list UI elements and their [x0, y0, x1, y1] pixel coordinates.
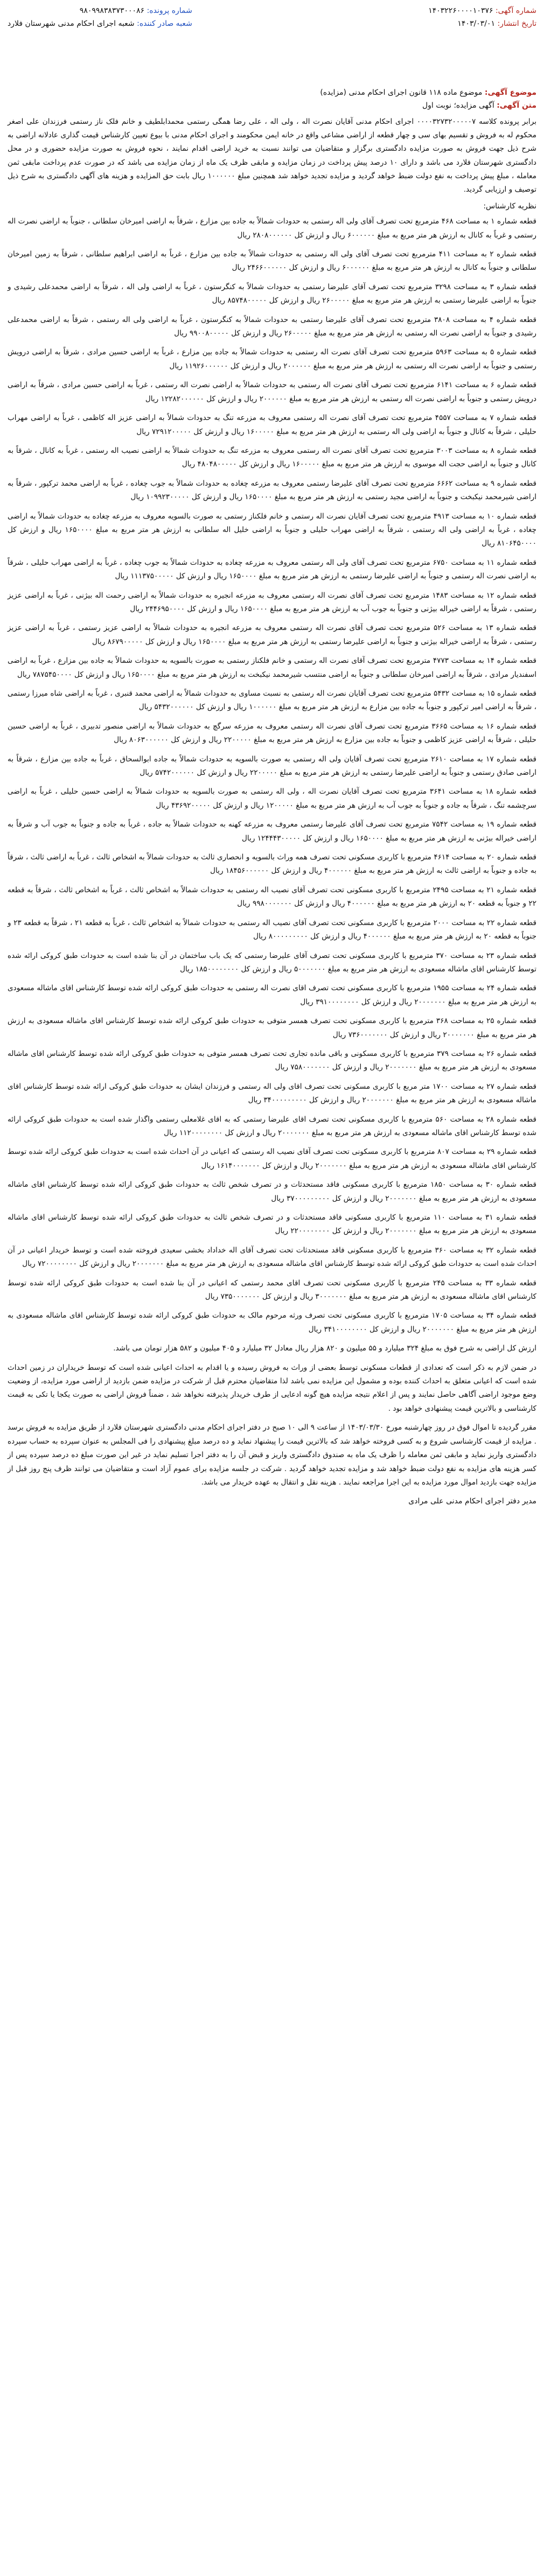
notice-number: ۱۴۰۳۲۲۶۰۰۰۰۱۰۳۷۶	[428, 6, 493, 15]
parcel-item: قطعه شماره ۱۵ به مساحت ۵۴۳۲ مترمربع تحت تصرف آقایان نصرت اله رستمی به نسبت مساوی به حدودات شمالاً به اراضی محمد قنبری ، غرباً به اراضی شاه میرزا رستمی ، شرقاً به اراضی امیر ترکپور و جنوباً به جاده بین مزارع به ارزش هر متر مربع به مبلغ ۱۰۰۰۰۰۰ ریال و ارزش کل ۵۴۳۲۰۰۰۰۰۰ ریال	[8, 689, 537, 712]
conditions-paragraph: در ضمن لازم به ذکر است که تعدادی از قطعات مسکونی توسط بعضی از وراث به فروش رسیده و یا اقدام به احداث اعیانی شده است که توسط خریداران در زمین احداث شده است که اعیانی متعلق به احداث کننده بوده و مشمول این مزایده نمی باشد لذا متقاضیان محترم قبل از شرکت در مزایده ضمن بازدید از اراضی مورد مزایده، از وضعیت وضع موجود اراضی آگاهی حاصل نمایند و پس از اعلام نتیجه مزایده هیچ گونه ادعایی از طرف خریدار پذیرفته نخواهد شد ، ضمناً فروش اراضی به صورت یکجا یا تکی به قیمت کارشناسی و بالاترین قیمت پیشنهادی خواهد بود .	[8, 1363, 536, 1413]
expert-opinion-heading: نظریه کارشناس:	[483, 202, 536, 211]
parcel-item: قطعه شماره ۳۰ به مساحت ۱۸۵۰ مترمربع با کاربری مسکونی فاقد مستحدثات و در تصرف شخص ثالث به حدودات طبق کروکی ارائه شده توسط کارشناس اقای ماشاله مسعودی به ارزش هر متر مربع به مبلغ ۲۰۰۰۰۰۰۰ ریال و ارزش کل ۳۷۰۰۰۰۰۰۰۰۰ ریال	[8, 1180, 537, 1203]
case-number-row	[8, 4, 192, 17]
parcel-item: قطعه شماره ۱۹ به مساحت ۷۵۴۲ مترمربع تحت تصرف آقای علیرضا رستمی معروف به مزرعه کهنه به حدودات شمالاً به جاده ، غرباً به جاده و جنوباً به جوب آب و شرقاً به اراضی خیراله بیژنی به ارزش هر متر مربع به مبلغ ۱۶۵۰۰۰۰ ریال و ارزش کل ۱۲۴۴۴۳۰۰۰۰۰ ریال	[8, 820, 536, 843]
notice-text-label: متن آگهی:	[497, 101, 536, 110]
parcel-item: قطعه شماره ۴ به مساحت ۳۸۰۸ مترمربع تحت تصرف آقای علیرضا رستمی به حدودات شمالاً به کنگرستون ، غرباً به اراضی ولی اله رستمی ، شرقاً به اراضی محمدعلی رشیدی و جنوباً به اراضی نصرت اله رستمی به ارزش هر متر مربع به مبلغ ۲۶۰۰۰۰۰ ریال و ارزش کل ۹۹۰۰۸۰۰۰۰۰ ریال	[8, 315, 537, 338]
parcel-item: قطعه شماره ۲۵ به مساحت ۳۶۸ مترمربع با کاربری مسکونی تحت تصرف همسر متوفی به حدودات طبق کروکی ارائه شده توسط کارشناس اقای ماشاله مسعودی به ارزش هر متر مربع به مبلغ ۲۰۰۰۰۰۰۰ ریال و ارزش کل ۷۳۶۰۰۰۰۰۰۰ ریال	[8, 1017, 536, 1039]
subject-label: موضوع آگهی:	[484, 88, 536, 97]
parcel-item: قطعه شماره ۱ به مساحت ۴۶۸ مترمربع تحت تصرف آقای ولی اله رستمی به حدودات شمالاً به جاده بین مزارع ، شرقاً به اراضی امیرخان سلطانی ، جنوباً به اراضی نصرت اله رستمی و غرباً به کانال به ارزش هر متر مربع به مبلغ ۶۰۰۰۰۰۰ ریال و ارزش کل ۲۸۰۸۰۰۰۰۰۰ ریال	[8, 217, 536, 240]
parcel-item: قطعه شماره ۳۴ به مساحت ۱۷۰۵ مترمربع با کاربری مسکونی تحت تصرف ورثه مرحوم مالک به حدودات طبق کروکی ارائه شده توسط کارشناس اقای ماشاله مسعودی به ارزش هر متر مربع به مبلغ ۲۰۰۰۰۰۰۰ ریال و ارزش کل ۳۴۱۰۰۰۰۰۰۰۰ ریال	[8, 1311, 536, 1334]
subject-line	[8, 86, 536, 99]
parcel-item: قطعه شماره ۱۰ به مساحت ۴۹۱۳ مترمربع تحت تصرف آقایان نصرت اله رستمی و خانم فلکناز رستمی به صورت بالسویه معروف به مزرعه چغاده به حدودات شمالاً به اراضی چغاده ، غرباً به اراضی ولی اله رستمی ، شرقاً به اراضی مهراب حلیلی و جنوباً به اراضی خلیل اله سلطانی به ارزش هر متر مربع به مبلغ ۱۶۵۰۰۰۰ ریال و ارزش کل ۸۱۰۶۴۵۰۰۰۰ ریال	[8, 512, 537, 548]
parcel-item: قطعه شماره ۱۴ به مساحت ۴۷۷۳ مترمربع تحت تصرف آقای نصرت اله رستمی و خانم فلکناز رستمی به صورت بالسویه به حدودات شمالاً به جاده بین مزارع ، غرباً به اراضی اسفندیار مرادی ، شرقاً به اراضی امیرخان سلطانی و جنوباً به اراضی منتسب شیرمحمد نیکبخت به ارزش هر متر مربع به مبلغ ۱۶۵۰۰۰۰ ریال و ارزش کل ۷۸۷۵۴۵۰۰۰۰ ریال	[8, 656, 537, 679]
parcel-item: قطعه شماره ۸ به مساحت ۳۰۰۳ مترمربع تحت تصرف آقای نصرت اله رستمی معروف به مزرعه تنگ به حدودات شمالاً به اراضی نصیب اله رستمی ، غرباً به کانال ، شرقاً به کانال و جنوباً به اراضی حجت اله موسوی به ارزش هر متر مربع به مبلغ ۱۶۰۰۰۰۰ ریال و ارزش کل ۴۸۰۴۸۰۰۰۰۰ ریال	[8, 446, 536, 469]
parcel-item: قطعه شماره ۱۸ به مساحت ۳۶۴۱ مترمربع تحت تصرف آقایان نصرت اله ، ولی اله رستمی به صورت بالسویه به حدودات شمالاً به اراضی حسین حلیلی ، غرباً به اراضی سرچشمه تنگ ، شرقاً به جاده و جنوباً به جوب آب به ارزش هر متر مربع به مبلغ ۱۲۰۰۰۰۰ ریال و ارزش کل ۴۳۶۹۲۰۰۰۰۰ ریال	[8, 787, 536, 810]
parcel-item: قطعه شماره ۱۷ به مساحت ۲۶۱۰ مترمربع تحت تصرف آقایان ولی اله رستمی به صورت بالسویه به حدودات شمالاً به جاده ابوالسحاق ، غرباً به جاده بین مزارع ، شرقاً به اراضی صادق رستمی و جنوباً به اراضی علیرضا رستمی به ارزش هر متر مربع به مبلغ ۲۲۰۰۰۰۰ ریال و ارزش کل ۵۷۴۲۰۰۰۰۰۰ ریال	[8, 754, 537, 778]
parcel-item: قطعه شماره ۲۸ به مساحت ۵۶۰ مترمربع با کاربری مسکونی تحت تصرف اقای علیرضا رستمی که به اقای غلامعلی رستمی واگذار شده است به حدودات طبق کروکی ارائه شده توسط کارشناس اقای ماشاله مسعودی به ارزش هر متر مربع به مبلغ ۲۰۰۰۰۰۰۰ ریال و ارزش کل ۱۱۲۰۰۰۰۰۰۰۰ ریال	[8, 1115, 536, 1137]
signature: مدیر دفتر اجرای احکام مدنی علی مرادی	[408, 1497, 536, 1506]
parcel-item: قطعه شماره ۳۱ به مساحت ۱۱۰ مترمربع با کاربری مسکونی فاقد مستحدثات و در تصرف شخص ثالث به حدودات طبق کروکی ارائه شده توسط کارشناس اقای ماشاله مسعودی به ارزش هر متر مربع به مبلغ ۲۰۰۰۰۰۰۰ ریال و ارزش کل ۲۲۰۰۰۰۰۰۰۰ ریال	[8, 1213, 537, 1236]
notice-date-label: تاریخ انتشار:	[497, 19, 536, 28]
issuer-label: شعبه صادر کننده:	[137, 19, 192, 28]
parcel-item: قطعه شماره ۲۳ به مساحت ۳۷۰ مترمربع با کاربری مسکونی تحت تصرف آقای علیرضا رستمی که یک باب ساختمان در آن بنا شده است به حدودات طبق کروکی ارائه شده توسط کارشناس اقای ماشاله مسعودی به ارزش هر متر مربع به مبلغ ۵۰۰۰۰۰۰۰ ریال و ارزش کل ۱۸۵۰۰۰۰۰۰۰۰ ریال	[8, 951, 537, 974]
notice-text-line	[8, 99, 536, 112]
parcel-item: قطعه شماره ۱۱ به مساحت ۶۷۵۰ مترمربع تحت تصرف آقای ولی اله رستمی معروف به مزرعه چغاده به حدودات شمالاً به جوب چغاده ، غرباً به اراضی مهراب حلیلی ، شرقاً به اراضی نصرت اله رستمی و جنوباً به اراضی علیرضا رستمی به ارزش هر متر مربع به مبلغ ۱۶۵۰۰۰۰ ریال و ارزش کل ۱۱۱۳۷۵۰۰۰۰۰ ریال	[8, 558, 536, 581]
parcel-item: قطعه شماره ۲۹ به مساحت ۸۰۷ مترمربع با کاربری مسکونی تحت تصرف آقای نصیب اله رستمی که اعیانی در آن احداث شده است به حدودات طبق کروکی ارائه شده توسط کارشناس اقای ماشاله مسعودی به ارزش هر متر مربع به مبلغ ۲۰۰۰۰۰۰۰ ریال و ارزش کل ۱۶۱۴۰۰۰۰۰۰۰ ریال	[8, 1147, 537, 1170]
parcel-item: قطعه شماره ۲ به مساحت ۴۱۱ مترمربع تحت تصرف آقای ولی اله رستمی به حدودات شمالاً به جاده بین مزارع ، غرباً به اراضی ابراهیم سلطانی ، شرقاً به زمین امیرخان سلطانی و جنوباً به کانال به ارزش هر متر مربع به مبلغ ۶۰۰۰۰۰۰ ریال و ارزش کل ۲۴۶۶۰۰۰۰۰۰ ریال	[8, 250, 536, 272]
notice-header	[8, 4, 536, 85]
parcel-item: قطعه شماره ۱۶ به مساحت ۳۶۶۵ مترمربع تحت تصرف آقای نصرت اله رستمی معروف به مزرعه سرگچ به حدودات شمالاً به اراضی منصور تدبیری ، غرباً به اراضی حسین حلیلی ، شرقاً به اراضی عزیز کاظمی و جنوباً به جاده بین مزارع به ارزش هر متر مربع به مبلغ ۲۲۰۰۰۰۰ ریال و ارزش کل ۸۰۶۳۰۰۰۰۰۰ ریال	[8, 722, 536, 745]
schedule-paragraph: مقرر گردیده تا اموال فوق در روز چهارشنبه مورخ ۱۴۰۳/۰۳/۳۰ از ساعت ۹ الی ۱۰ صبح در دفتر اجرای احکام مدنی دادگستری شهرستان فلارد از طریق مزایده به فروش برسد . مزایده از قیمت کارشناسی شروع و به کسی فروخته خواهد شد که بالاترین قیمت را پیشنهاد نماید و ده درصد مبلغ پیشنهادی را فی المجلس به عنوان سپرده به حساب سپرده دادگستری واریز نماید و مابقی ثمن معامله را ظرف یک ماه به صندوق دادگستری واریز و قبض آن را به دفتر اجرا تسلیم نماید در غیر این صورت مبلغ ده درصد سپرده پس از کسر هزینه های مزایده به نفع دولت ضبط خواهد شد و مزایده تجدید خواهد گردید . شرکت در جلسه مزایده برای عموم آزاد است و متقاضیان می توانند ظرف پنج روز قبل از مزایده جهت بازدید اموال مورد مزایده به این اجرا مراجعه نمایند . هزینه نقل و انتقال به عهده خریدار می باشد.	[8, 1423, 537, 1487]
total-value-paragraph: ارزش کل اراضی به شرح فوق به مبلغ ۳۲۴ میلیارد و ۵۵ میلیون و ۸۲۰ هزار ریال معادل ۳۲ میلیارد و ۴۰۵ میلیون و ۵۸۲ هزار تومان می باشد.	[113, 1344, 536, 1353]
case-meta	[8, 4, 192, 30]
parcel-item: قطعه شماره ۲۰ به مساحت ۴۶۱۴ مترمربع با کاربری مسکونی تحت تصرف همه وراث بالسویه و انحصاری ثالث به حدودات شمالاً به اشخاص ثالث ، غرباً به اراضی ثالث ، شرقاً به جاده و جنوباً به اراضی ثالث به ارزش هر متر مربع به مبلغ ۴۰۰۰۰۰۰ ریال و ارزش کل ۱۸۴۵۶۰۰۰۰۰۰ ریال	[8, 853, 537, 876]
case-number: ۹۸۰۹۹۸۳۸۳۷۳۰۰۰۸۶	[79, 6, 145, 15]
intro-paragraph: برابر پرونده کلاسه ۰۰۰۰۳۲۷۳۲۰۰۰۰۰۷ اجرای احکام مدنی آقایان نصرت اله ، ولی اله ، علی رضا همگی رستمی محمدابلطیف و خانم فلک ناز رستمی فرزندان علی اصغر محکوم له به فروش و تقسیم بهای سی و چهار قطعه از اراضی مشاعی واقع در خانه ایمن محکومند و اجرای احکام مدنی با بیوع تعیین کارشناس قیمت گذاری عادلانه اراضی به شرح ذیل جهت فروش به صورت مزایده دادگستری برگزار و متقاضیان می توانند نسبت به خرید اراضی اقدام نمایند ، نحوه فروش به صورت مزایده حضوری و در محل دادگستری شهرستان فلارد می باشد و دارای ۱۰ درصد پیش پرداخت در زمان مزایده و مابقی ظرف یک ماه از زمان مزایده می باشد که در صورت عدم پرداخت مابقی ثمن معامله ، مبلغ پیش پرداخت به نفع دولت ضبط خواهد گردید و مزایده تجدید خواهد شد همچنین مبلغ ۱۰۰۰۰۰۰ ریال بابت حق المزایده و هزینه های آگهی دادگستری به شرح ذیل توصیف و ارزیابی گردید.	[8, 117, 536, 194]
case-number-label: شماره پرونده:	[147, 6, 192, 15]
issuer: شعبه اجرای احکام مدنی شهرستان فلارد	[8, 19, 135, 28]
parcel-item: قطعه شماره ۵ به مساحت ۵۹۶۳ مترمربع تحت تصرف آقای نصرت اله رستمی به حدودات شمالاً به جاده بین مزارع ، غرباً به اراضی حسین مرادی ، شرقاً به اراضی درویش رستمی و جنوباً به اراضی نصرت اله رستمی به ارزش هر متر مربع به مبلغ ۲۰۰۰۰۰۰ ریال و ارزش کل ۱۱۹۲۶۰۰۰۰۰۰ ریال	[8, 348, 537, 370]
notice-number-label: شماره آگهی:	[495, 6, 536, 15]
subject-text: موضوع ماده ۱۱۸ قانون اجرای احکام مدنی (مزایده)	[320, 88, 483, 97]
parcel-item: قطعه شماره ۳۳ به مساحت ۲۴۵ مترمربع با کاربری مسکونی تحت تصرف اقای محمد رستمی که اعیانی در آن بنا شده است به حدودات طبق کروکی ارائه شده توسط کارشناس اقای ماشاله مسعودی به ارزش هر متر مربع به مبلغ ۳۰۰۰۰۰۰۰ ریال و ارزش کل ۷۳۵۰۰۰۰۰۰۰ ریال	[8, 1278, 537, 1301]
parcel-item: قطعه شماره ۷ به مساحت ۴۵۵۷ مترمربع تحت تصرف آقای نصرت اله رستمی معروف به مزرعه تنگ به حدودات شمالاً به اراضی عزیز اله کاظمی ، غرباً به اراضی مهراب حلیلی ، شرقاً به کانال و جنوباً به اراضی ولی اله رستمی به ارزش هر متر مربع به مبلغ ۱۶۰۰۰۰۰ ریال و ارزش کل ۷۲۹۱۲۰۰۰۰۰ ریال	[8, 414, 537, 436]
notice-date-row	[428, 17, 536, 30]
parcel-item: قطعه شماره ۲۱ به مساحت ۲۴۹۵ مترمربع با کاربری مسکونی تحت تصرف آقای نصیب اله رستمی به حدودات شمالاً به اشخاص ثالث ، غرباً به اشخاص ثالث ، شرقاً به قطعه ۲۲ و جنوباً به قطعه ۲۰ به ارزش هر متر مربع به مبلغ ۴۰۰۰۰۰۰ ریال و ارزش کل ۹۹۸۰۰۰۰۰۰۰ ریال	[8, 885, 536, 908]
notice-meta	[428, 4, 536, 30]
parcel-item: قطعه شماره ۹ به مساحت ۶۶۶۲ مترمربع تحت تصرف آقای علیرضا رستمی معروف به مزرعه چغاده به حدودات شمالاً به جوب چغاده ، غرباً به اراضی محمد ترکپور ، شرقاً به اراضی شیرمحمد نیکبخت و جنوباً به اراضی مجید رستمی به ارزش هر متر مربع به مبلغ ۱۶۵۰۰۰۰ ریال و ارزش کل ۱۰۹۹۲۳۰۰۰۰۰ ریال	[8, 479, 536, 502]
parcel-item: قطعه شماره ۱۲ به مساحت ۱۴۸۳ مترمربع تحت تصرف آقای نصرت اله رستمی معروف به مزرعه انجیره به حدودات شمالاً به اراضی رحمت اله بیژنی ، غرباً به اراضی عزیز رستمی ، شرقاً به اراضی خیراله بیژنی و جنوباً به جوب آب به ارزش هر متر مربع به مبلغ ۱۶۵۰۰۰۰ ریال و ارزش کل ۲۴۴۶۹۵۰۰۰۰ ریال	[8, 591, 537, 613]
parcel-item: قطعه شماره ۶ به مساحت ۶۱۴۱ مترمربع تحت تصرف آقای نصرت اله رستمی به حدودات شمالاً به اراضی نصرت اله رستمی ، غرباً به اراضی حسین مرادی ، شرقاً به اراضی درویش رستمی و جنوباً به اراضی نصرت اله رستمی به ارزش هر متر مربع به مبلغ ۲۰۰۰۰۰۰ ریال و ارزش کل ۱۲۲۸۲۰۰۰۰۰۰ ریال	[8, 381, 537, 403]
parcel-item: قطعه شماره ۳ به مساحت ۳۲۹۸ مترمربع تحت تصرف آقای علیرضا رستمی به حدودات شمالاً به کنگرستون ، غرباً به اراضی ولی اله ، شرقاً به اراضی محمدعلی رشیدی و جنوباً به اراضی علیرضا رستمی به ارزش هر متر مربع به مبلغ ۲۶۰۰۰۰۰ ریال و ارزش کل ۸۵۷۴۸۰۰۰۰۰ ریال	[8, 282, 537, 305]
notice-number-row	[428, 4, 536, 17]
parcel-list	[8, 215, 536, 1336]
parcel-item: قطعه شماره ۱۳ به مساحت ۵۲۶ مترمربع تحت تصرف آقای نصرت اله رستمی معروف به مزرعه انجیره به حدودات شمالاً به اراضی عزیز رستمی ، غرباً به اراضی عزیز رستمی ، شرقاً به اراضی خیراله بیژنی و جنوباً به اراضی علیرضا رستمی به ارزش هر متر مربع به مبلغ ۱۶۵۰۰۰۰ ریال و ارزش کل ۸۶۷۹۰۰۰۰۰ ریال	[8, 624, 537, 646]
parcel-item: قطعه شماره ۳۲ به مساحت ۳۶۰ مترمربع با کاربری مسکونی فاقد مستحدثات تحت تصرف آقای اله خداداد بخشی سعیدی فروخته شده است و توسط خریدار اعیانی در آن احداث شده است به حدودات طبق کروکی ارائه شده توسط کارشناس اقای ماشاله مسعودی به ارزش هر متر مربع به مبلغ ۲۰۰۰۰۰۰۰ ریال و ارزش کل ۷۲۰۰۰۰۰۰۰۰ ریال	[8, 1245, 536, 1269]
parcel-item: قطعه شماره ۲۲ به مساحت ۲۰۰۰ مترمربع با کاربری مسکونی تحت تصرف آقای نصیب اله رستمی به حدودات شمالاً به اشخاص ثالث ، غرباً به قطعه ۲۱ ، شرقاً به قطعه ۲۳ و جنوباً به قطعه ۲۰ به ارزش هر متر مربع به مبلغ ۴۰۰۰۰۰۰ ریال و ارزش کل ۸۰۰۰۰۰۰۰۰۰ ریال	[8, 918, 537, 941]
parcel-item: قطعه شماره ۲۴ به مساحت ۱۹۵۵ مترمربع با کاربری مسکونی تحت تصرف اقای نصرت اله رستمی به حدودات طبق کروکی ارائه شده توسط کارشناس اقای ماشاله مسعودی به ارزش هر متر مربع به مبلغ ۲۰۰۰۰۰۰۰ ریال و ارزش کل ۳۹۱۰۰۰۰۰۰۰۰ ریال	[8, 984, 537, 1006]
notice-date: ۱۴۰۳/۰۳/۰۱	[457, 19, 495, 28]
parcel-item: قطعه شماره ۲۶ به مساحت ۳۷۹ مترمربع با کاربری مسکونی و باقی مانده تجاری تحت تصرف همسر متوفی به حدودات طبق کروکی ارائه شده توسط کارشناس اقای ماشاله مسعودی به ارزش هر متر مربع به مبلغ ۲۰۰۰۰۰۰۰ ریال و ارزش کل ۷۵۸۰۰۰۰۰۰۰ ریال	[8, 1049, 536, 1072]
issuer-row	[8, 17, 192, 30]
parcel-item: قطعه شماره ۲۷ به مساحت ۱۷۰۰ متر مربع با کاربری مسکونی تحت تصرف اقای ولی اله رستمی و فرزندان ایشان به حدودات طبق کروکی ارائه شده توسط کارشناس اقای ماشاله مسعودی به ارزش هر متر مربع به مبلغ ۲۰۰۰۰۰۰۰ ریال و ارزش کل ۳۴۰۰۰۰۰۰۰۰۰ ریال	[8, 1082, 536, 1105]
notice-text: آگهی مزایده؛ نوبت اول	[422, 101, 494, 110]
